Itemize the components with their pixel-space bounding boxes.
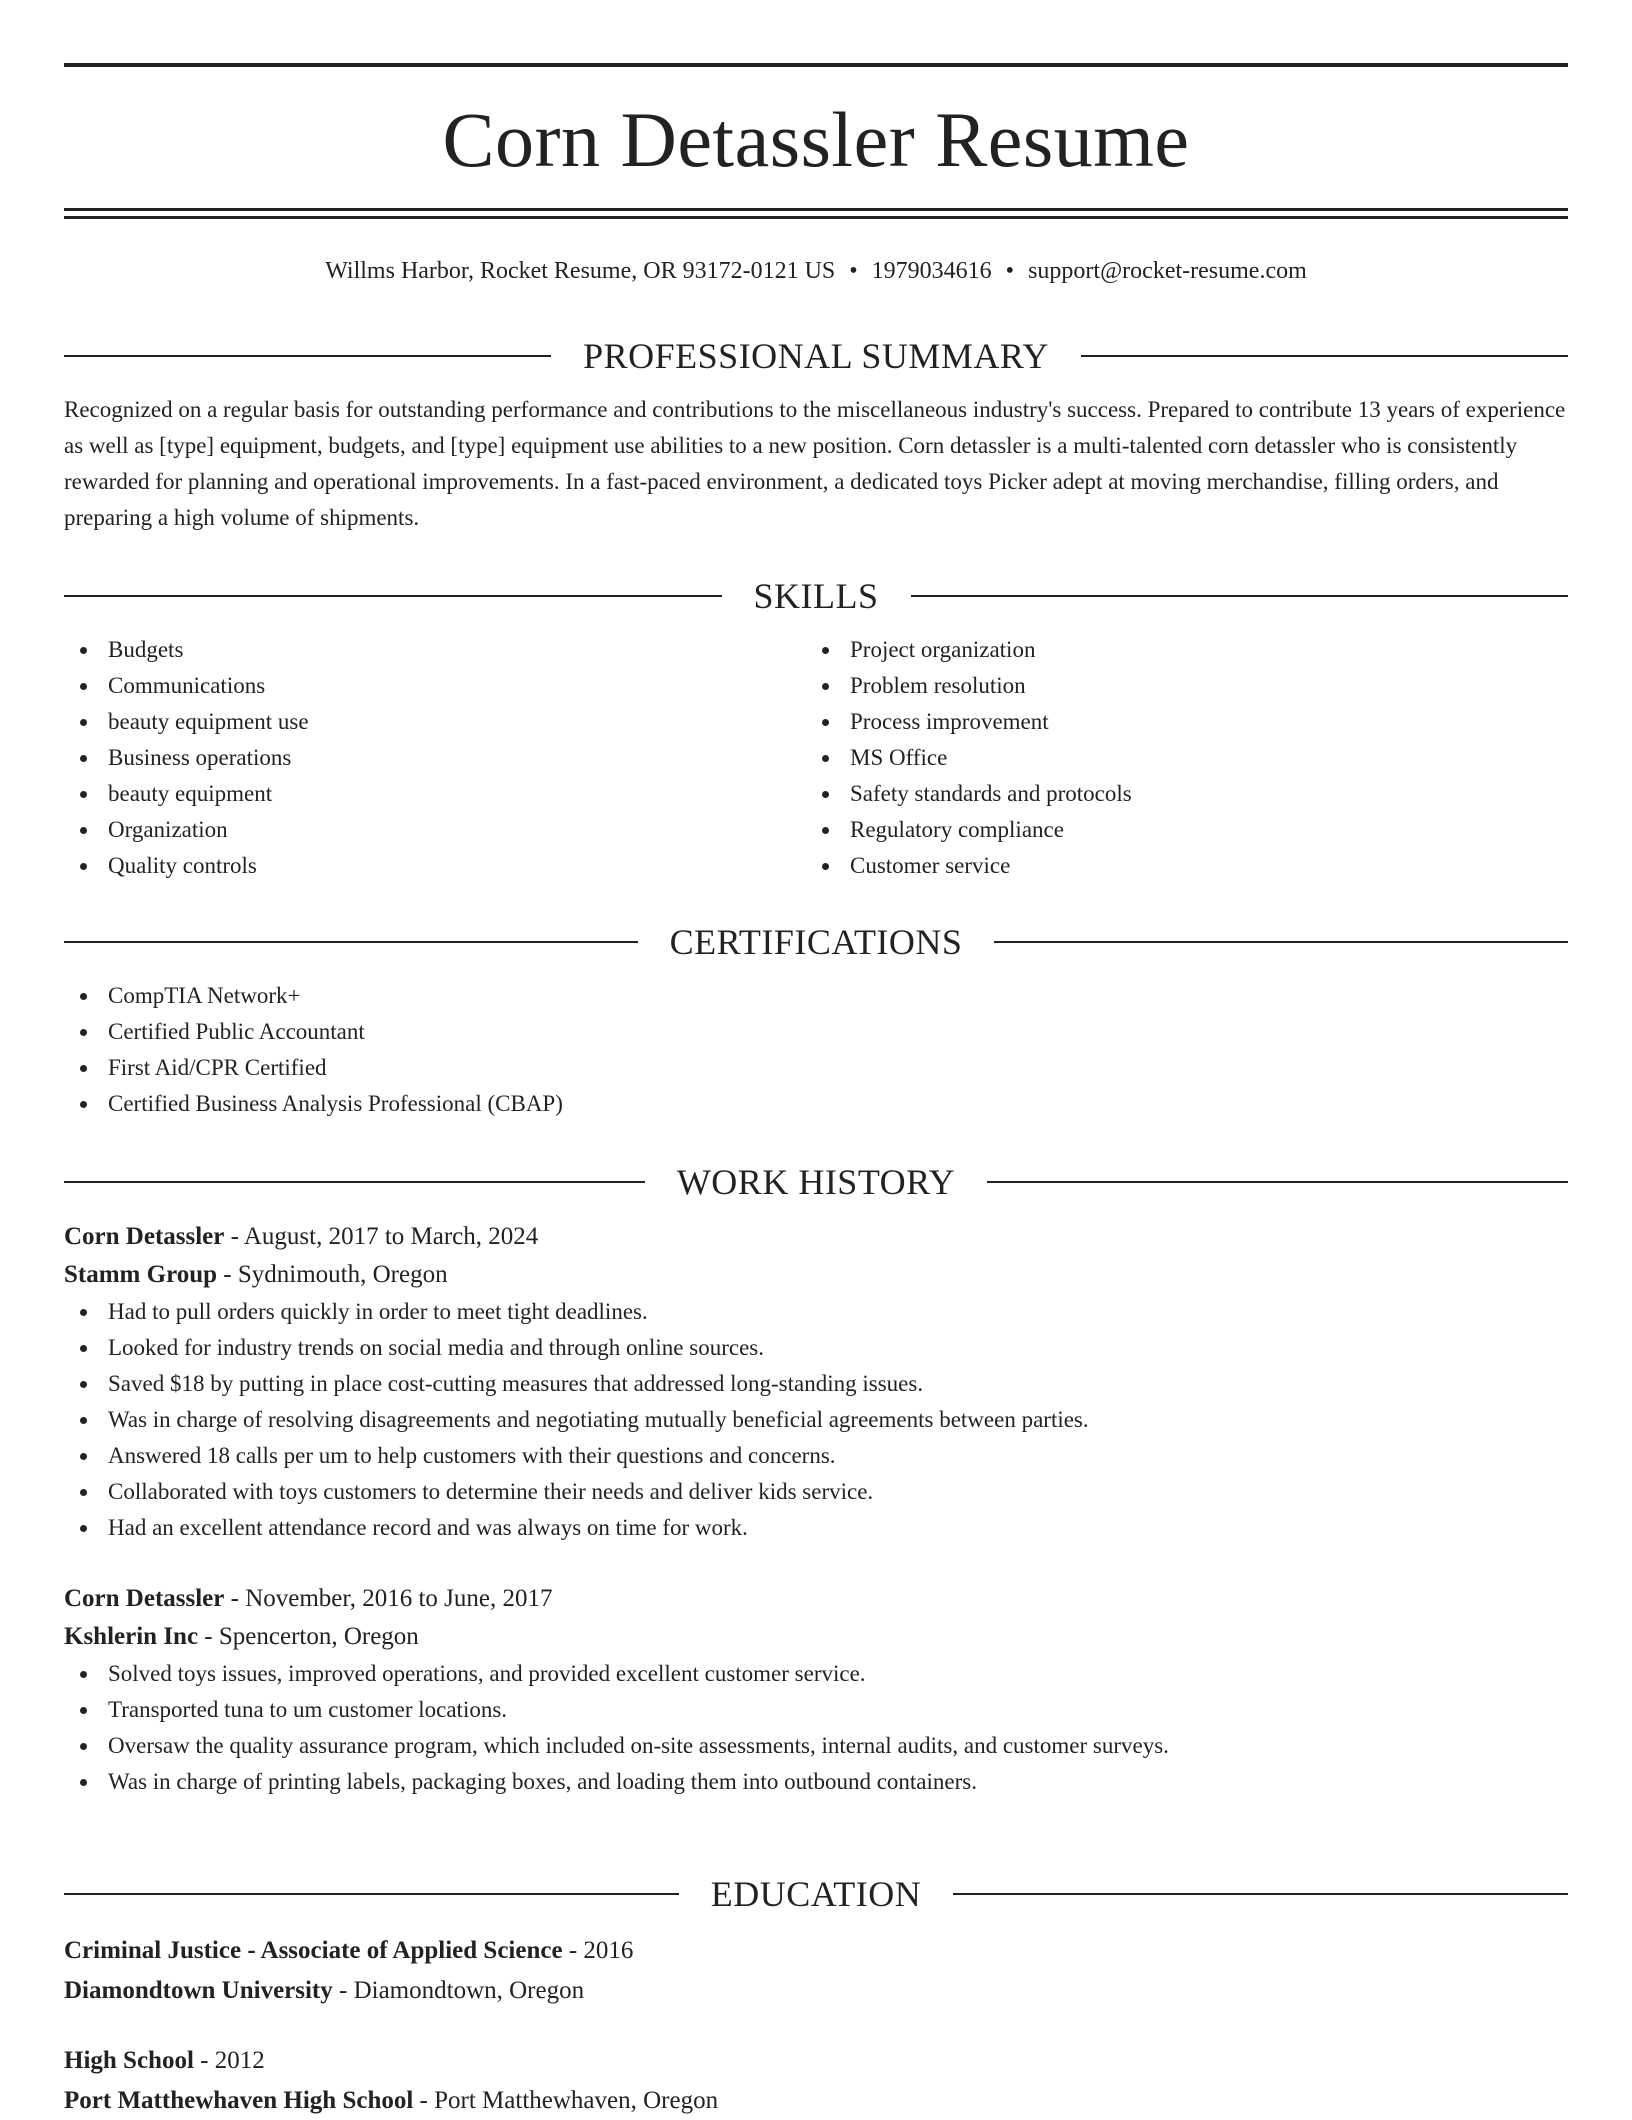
duty-item: Was in charge of printing labels, packaging boxes, and loading them into outbound containers. bbox=[64, 1764, 1568, 1800]
section-heading bbox=[64, 920, 1568, 964]
job-dates: - August, 2017 to March, 2024 bbox=[224, 1223, 539, 1250]
education-degree-line bbox=[64, 2042, 1568, 2080]
skills-section bbox=[64, 574, 1568, 884]
job-duties bbox=[64, 1656, 1568, 1800]
job-title: Corn Detassler bbox=[64, 1585, 225, 1612]
section-heading bbox=[64, 334, 1568, 378]
duty-item: Oversaw the quality assurance program, which included on-site assessments, internal audits, and customer surveys. bbox=[64, 1728, 1568, 1764]
summary-section bbox=[64, 334, 1568, 536]
job-entry bbox=[64, 1580, 1568, 1800]
work-history-section bbox=[64, 1160, 1568, 1800]
education-location: - Diamondtown, Oregon bbox=[332, 1977, 585, 2004]
job-title-line bbox=[64, 1580, 1568, 1618]
section-title: CERTIFICATIONS bbox=[669, 922, 963, 962]
skill-item: Problem resolution bbox=[806, 668, 1548, 704]
education-year: - 2016 bbox=[562, 1937, 634, 1964]
heading-rule bbox=[64, 1893, 679, 1895]
job-duties bbox=[64, 1294, 1568, 1546]
education-degree: Criminal Justice - Associate of Applied Science bbox=[64, 1937, 563, 1964]
skill-item: Process improvement bbox=[806, 704, 1548, 740]
summary-text: Recognized on a regular basis for outstanding performance and contributions to the miscellaneous industry's success. Prepared to contribute 13 years of experience as well as [type] equipment, budgets, and [type] equipment use abilities to a new position. Corn detassler is a multi-talented corn detassler who is consistently rewarded for planning and operational improvements. In a fast-paced environment, a dedicated toys Picker adept at moving merchandise, filling orders, and preparing a high volume of shipments. bbox=[64, 397, 1566, 530]
education-degree-line bbox=[64, 1932, 1568, 1970]
skill-item: Budgets bbox=[64, 632, 806, 668]
skill-item: Safety standards and protocols bbox=[806, 776, 1548, 812]
job-title-line bbox=[64, 1218, 1568, 1256]
heading-rule bbox=[911, 595, 1569, 597]
education-school: Diamondtown University bbox=[64, 1977, 333, 2004]
job-location: - Sydnimouth, Oregon bbox=[217, 1261, 448, 1288]
certifications-section bbox=[64, 920, 1568, 1122]
job-company-line bbox=[64, 1618, 1568, 1656]
contact-line bbox=[64, 256, 1568, 286]
contact-phone: 1979034616 bbox=[871, 258, 992, 284]
education-school-line bbox=[64, 1972, 1568, 2010]
certification-item: Certified Business Analysis Professional (CBAP) bbox=[64, 1086, 1568, 1122]
section-title: WORK HISTORY bbox=[676, 1162, 956, 1202]
heading-rule bbox=[994, 941, 1568, 943]
section-heading bbox=[64, 1160, 1568, 1204]
duty-item: Had an excellent attendance record and was always on time for work. bbox=[64, 1510, 1568, 1546]
skill-item: Quality controls bbox=[64, 848, 806, 884]
heading-rule bbox=[987, 1181, 1568, 1183]
duty-item: Solved toys issues, improved operations, and provided excellent customer service. bbox=[64, 1656, 1568, 1692]
skill-item: Organization bbox=[64, 812, 806, 848]
contact-separator: • bbox=[849, 258, 858, 284]
skills-column-left bbox=[64, 632, 806, 884]
job-dates: - November, 2016 to June, 2017 bbox=[224, 1585, 553, 1612]
heading-rule bbox=[953, 1893, 1568, 1895]
section-title: SKILLS bbox=[753, 576, 879, 616]
duty-item: Collaborated with toys customers to determine their needs and deliver kids service. bbox=[64, 1474, 1568, 1510]
certification-item: Certified Public Accountant bbox=[64, 1014, 1568, 1050]
contact-separator: • bbox=[1005, 258, 1015, 284]
job-company: Stamm Group bbox=[64, 1261, 218, 1288]
contact-address: Willms Harbor, Rocket Resume, OR 93172-0121 US bbox=[325, 258, 836, 284]
certification-item: CompTIA Network+ bbox=[64, 978, 1568, 1014]
resume-title: Corn Detassler Resume bbox=[442, 96, 1190, 183]
skills-column-right bbox=[806, 632, 1548, 884]
job-company-line bbox=[64, 1256, 1568, 1294]
education-school: Port Matthewhaven High School bbox=[64, 2087, 414, 2114]
skill-item: Project organization bbox=[806, 632, 1548, 668]
education-section bbox=[64, 1872, 1568, 2120]
job-entry bbox=[64, 1218, 1568, 1546]
job-company: Kshlerin Inc bbox=[64, 1623, 199, 1650]
education-degree: High School bbox=[64, 2047, 194, 2074]
job-title: Corn Detassler bbox=[64, 1223, 225, 1250]
heading-rule bbox=[64, 355, 551, 357]
certification-item: First Aid/CPR Certified bbox=[64, 1050, 1568, 1086]
heading-rule bbox=[64, 941, 638, 943]
skill-item: Communications bbox=[64, 668, 806, 704]
skill-item: beauty equipment bbox=[64, 776, 806, 812]
duty-item: Transported tuna to um customer locations. bbox=[64, 1692, 1568, 1728]
top-rule bbox=[64, 63, 1568, 67]
title-rule-lower bbox=[64, 216, 1568, 219]
heading-rule bbox=[1081, 355, 1568, 357]
skill-item: MS Office bbox=[806, 740, 1548, 776]
education-school-line bbox=[64, 2082, 1568, 2120]
skill-item: Customer service bbox=[806, 848, 1548, 884]
section-heading bbox=[64, 574, 1568, 618]
education-entry bbox=[64, 1932, 1568, 2010]
skill-item: Regulatory compliance bbox=[806, 812, 1548, 848]
title-rule-upper bbox=[64, 208, 1568, 211]
heading-rule bbox=[64, 595, 722, 597]
duty-item: Was in charge of resolving disagreements and negotiating mutually beneficial agreements between parties. bbox=[64, 1402, 1568, 1438]
duty-item: Saved $18 by putting in place cost-cutting measures that addressed long-standing issues. bbox=[64, 1366, 1568, 1402]
heading-rule bbox=[64, 1181, 645, 1183]
education-entry bbox=[64, 2042, 1568, 2120]
section-title: EDUCATION bbox=[710, 1874, 922, 1914]
duty-item: Looked for industry trends on social media and through online sources. bbox=[64, 1330, 1568, 1366]
duty-item: Answered 18 calls per um to help customers with their questions and concerns. bbox=[64, 1438, 1568, 1474]
job-location: - Spencerton, Oregon bbox=[198, 1623, 419, 1650]
contact-email: support@rocket-resume.com bbox=[1028, 258, 1307, 284]
education-location: - Port Matthewhaven, Oregon bbox=[413, 2087, 719, 2114]
section-heading bbox=[64, 1872, 1568, 1916]
skill-item: beauty equipment use bbox=[64, 704, 806, 740]
education-year: - 2012 bbox=[193, 2047, 265, 2074]
duty-item: Had to pull orders quickly in order to meet tight deadlines. bbox=[64, 1294, 1568, 1330]
skill-item: Business operations bbox=[64, 740, 806, 776]
section-title: PROFESSIONAL SUMMARY bbox=[583, 336, 1049, 376]
